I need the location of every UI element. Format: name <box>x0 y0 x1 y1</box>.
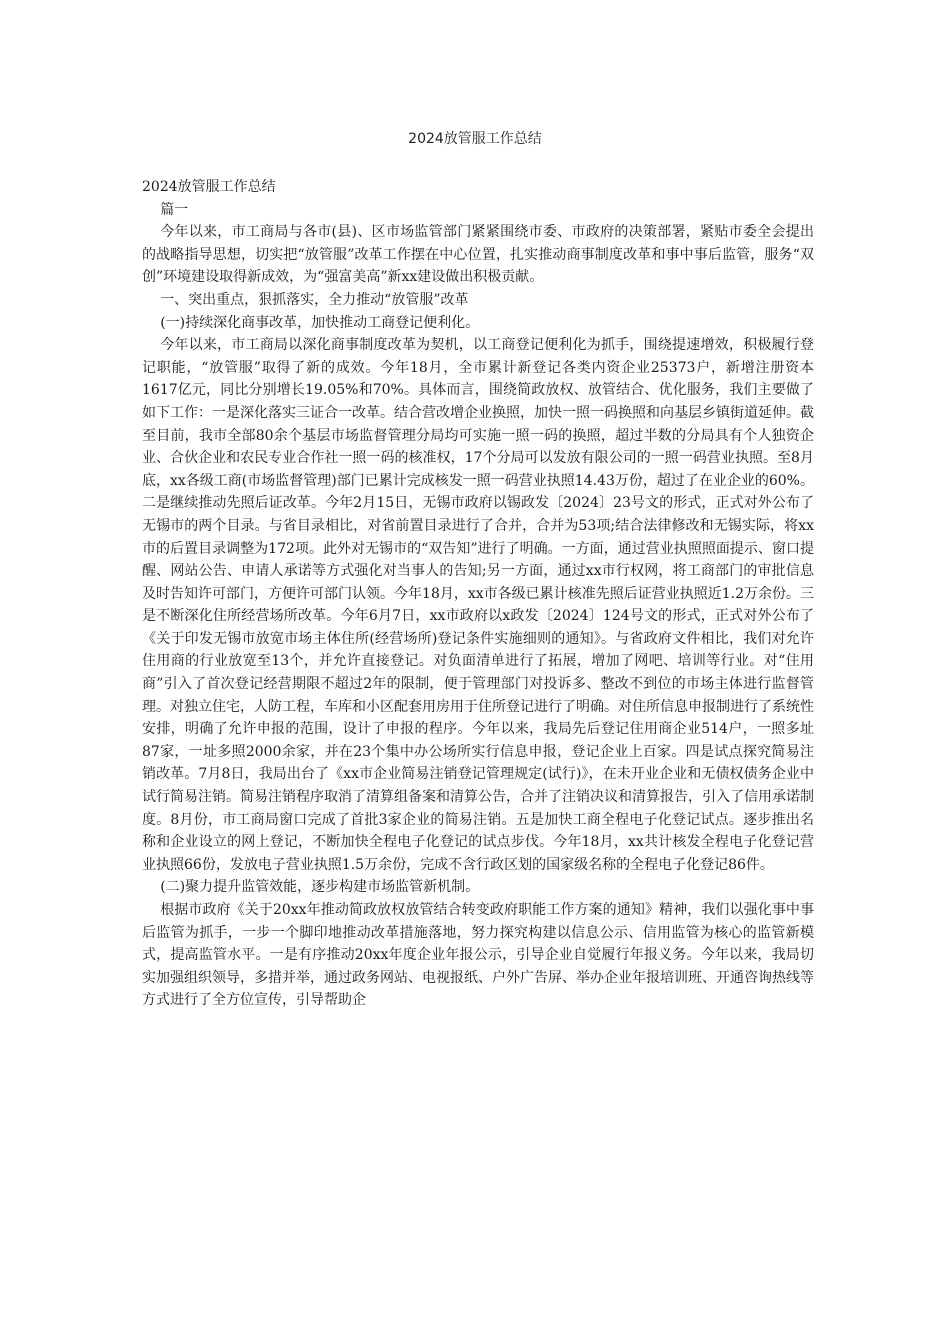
document-body <box>142 176 814 1012</box>
document-title: 2024放管服工作总结 <box>408 131 542 147</box>
subsection-heading: (一)持续深化商事改革，加快推动工商登记便利化。 <box>160 314 480 331</box>
section-label: 篇一 <box>160 201 189 218</box>
subsection-heading: (二)聚力提升监管效能，逐步构建市场监管新机制。 <box>160 879 480 896</box>
body-paragraph: 今年以来，市工商局以深化商事制度改革为契机，以工商登记便利化为抓手，围绕提速增效，积极履行登记职能，“放管服”取得了新的成效。今年18月，全市累计新登记各类内资企业25373户，新增注册资本1617亿元，同比分别增长19.05%和70%。具体而言，围绕简政放权、放管结合、优化服务，我们主要做了如下工作：一是深化落实三证合一改革。结合营改增企业换照，加快一照一码换照和向基层乡镇街道延伸。截至目前，我市全部80余个基层市场监督管理分局均可实施一照一码的换照，超过半数的分局具有个人独资企业、合伙企业和农民专业合作社一照一码的核准权，17个分局可以发放有限公司的一照一码营业执照。至8月底，xx各级工商(市场监督管理)部门已累计完成核发一照一码营业执照14.43万份，超过了在业企业的60%。二是继续推动先照后证改革。今年2月15日，无锡市政府以锡政发〔2024〕23号文的形式，正式对外公布了无锡市的两个目录。与省目录相比，对省前置目录进行了合并，合并为53项;结合法律修改和无锡实际，将xx市的后置目录调整为172项。此外对无锡市的“双告知”进行了明确。一方面，通过营业执照照面提示、窗口提醒、网站公告、申请人承诺等方式强化对当事人的告知;另一方面，通过xx市行权网，将工商部门的审批信息及时告知许可部门，方便许可部门认领。今年18月，xx市各级已累计核准先照后证营业执照近1.2万余份。三是不断深化住所经营场所改革。今年6月7日，xx市政府以x政发〔2024〕124号文的形式，正式对外公布了《关于印发无锡市放宽市场主体住所(经营场所)登记条件实施细则的通知》。与省政府文件相比，我们对允许住用商的行业放宽至13个，并允许直接登记。对负面清单进行了拓展，增加了网吧、培训等行业。对“住用商”引入了首次登记经营期限不超过2年的限制，便于管理部门对投诉多、整改不到位的市场主体进行监督管理。对独立住宅，人防工程，车库和小区配套用房用于住所登记进行了明确。对住所信息申报制进行了系统性安排，明确了允许申报的范围，设计了申报的程序。今年以来，我局先后登记住用商企业514户，一照多址87家，一址多照2000余家，并在23个集中办公场所实行信息申报，登记企业上百家。四是试点探究简易注销改革。7月8日，我局出台了《xx市企业简易注销登记管理规定(试行)》，在未开业企业和无债权债务企业中试行简易注销。简易注销程序取消了清算组备案和清算公告，合并了注销决议和清算报告，引入了信用承诺制度。8月份，市工商局窗口完成了首批3家企业的简易注销。五是加快工商全程电子化登记试点。逐步推出名称和企业设立的网上登记，不断加快全程电子化登记的试点步伐。今年18月，xx共计核发全程电子化登记营业执照66份，发放电子营业执照1.5万余份，完成不含行政区划的国家级名称的全程电子化登记86件。 <box>142 337 814 873</box>
body-paragraph: 根据市政府《关于20xx年推动简政放权放管结合转变政府职能工作方案的通知》精神，我们以强化事中事后监管为抓手，一步一个脚印地推动改革措施落地，努力探究构建以信息公示、信用监管为核心的监管新模式，提高监管水平。一是有序推动20xx年度企业年报公示，引导企业自觉履行年报义务。今年以来，我局切实加强组织领导，多措并举，通过政务网站、电视报纸、户外广告屏、举办企业年报培训班、开通咨询热线等方式进行了全方位宣传，引导帮助企 <box>142 902 814 1009</box>
body-heading: 2024放管服工作总结 <box>142 179 276 195</box>
section-heading: 一、突出重点，狠抓落实，全力推动“放管服”改革 <box>160 291 469 308</box>
intro-paragraph: 今年以来，市工商局与各市(县)、区市场监管部门紧紧围绕市委、市政府的决策部署，紧贴市委全会提出的战略指导思想，切实把“放管服”改革工作摆在中心位置，扎实推动商事制度改革和事中事后监管，服务“双创”环境建设取得新成效，为“强富美高”新xx建设做出积极贡献。 <box>142 224 814 286</box>
